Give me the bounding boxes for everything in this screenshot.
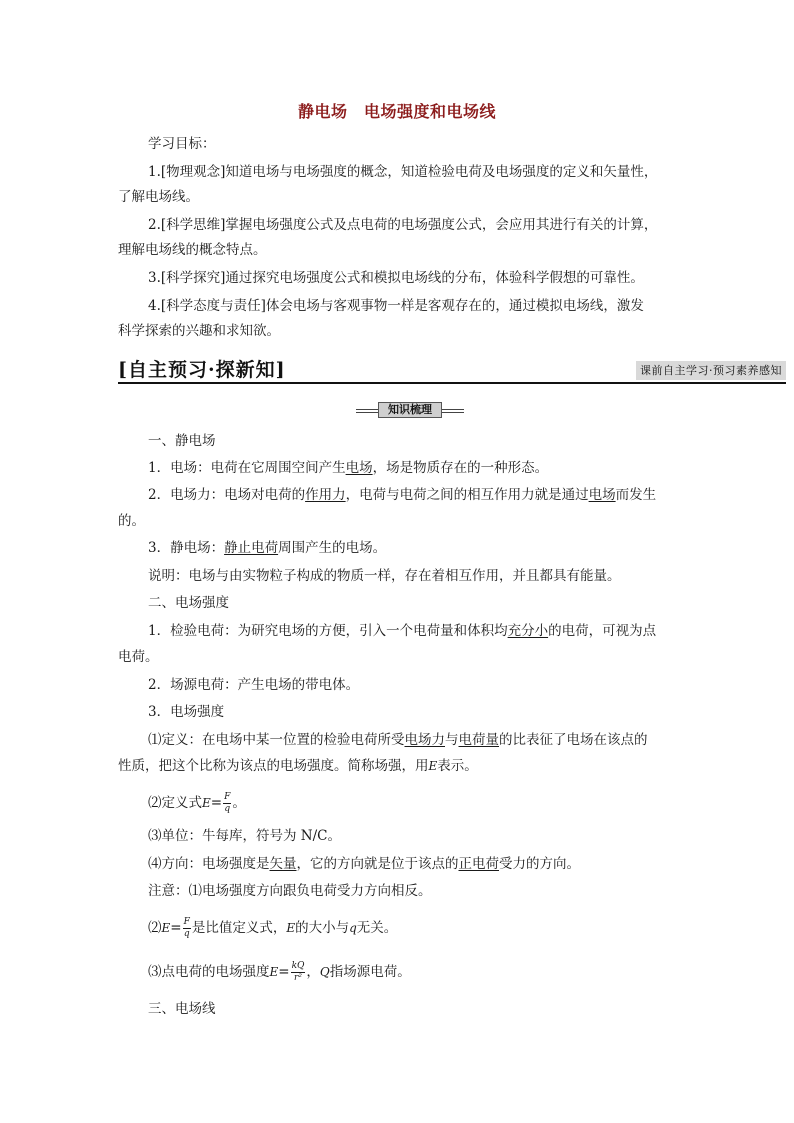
part1-note: 说明：电场与由实物粒子构成的物质一样，存在着相互作用，并且都具有能量。 — [148, 568, 621, 584]
fraction-f-over-q: $\frac{F}{q}$ — [224, 792, 231, 814]
note-3: ⑶点电荷的电场强度E= $\frac{kQ}{\text{r²}}$ ，Q指场源电荷。 — [148, 961, 411, 983]
part1-item2-line2: 的。 — [118, 513, 145, 529]
section-title: [自主预习·探新知] — [118, 359, 286, 381]
section-subtitle-tag: 课前自主学习·预习素养感知 — [636, 361, 786, 380]
blank-answer: 电场 — [345, 460, 373, 476]
objective-2-line1: 2.[科学思维]掌握电场强度公式及点电荷的电场强度公式，会应用其进行有关的计算， — [148, 217, 658, 233]
objective-3: 3.[科学探究]通过探究电场强度公式和模拟电场线的分布，体验科学假想的可靠性。 — [148, 270, 644, 286]
part3-heading: 三、电场线 — [148, 1001, 216, 1017]
objective-2-line2: 理解电场线的概念特点。 — [118, 242, 267, 258]
blank-answer: 正电荷 — [458, 856, 499, 872]
definition-line1: ⑴定义：在电场中某一位置的检验电荷所受电场力与电荷量的比表征了电场在该点的 — [148, 732, 648, 748]
part2-item2: 2．场源电荷：产生电场的带电体。 — [148, 677, 360, 693]
fraction-f-over-q: $\frac{F}{q}$ — [183, 917, 190, 939]
fraction-kq-over-r2: $\frac{kQ}{\text{r²}}$ — [291, 961, 305, 983]
knowledge-badge-label: 知识梳理 — [378, 402, 442, 418]
part2-item1-line2: 电荷。 — [118, 649, 159, 665]
objective-1-line2: 了解电场线。 — [118, 189, 199, 205]
objectives-heading: 学习目标： — [148, 136, 216, 152]
knowledge-badge — [356, 402, 464, 418]
part2-item3: 3．电场强度 — [148, 704, 225, 720]
blank-answer: 静止电荷 — [224, 540, 279, 556]
direction-line: ⑷方向：电场强度是矢量，它的方向就是位于该点的正电荷受力的方向。 — [148, 856, 580, 872]
definition-formula: ⑵定义式E= $\frac{F}{q}$ 。 — [148, 792, 246, 814]
blank-answer: 矢量 — [269, 856, 297, 872]
blank-answer: 充分小 — [507, 623, 549, 639]
blank-answer: 电场 — [588, 487, 616, 503]
page-title: 静电场 电场强度和电场线 — [297, 102, 496, 121]
part1-item2: 2．电场力：电场对电荷的作用力，电荷与电荷之间的相互作用力就是通过电场而发生 — [148, 487, 657, 503]
objective-4-line2: 科学探索的兴趣和求知欲。 — [118, 323, 280, 339]
objective-4-line1: 4.[科学态度与责任]体会电场与客观事物一样是客观存在的，通过模拟电场线，激发 — [148, 298, 644, 314]
objective-1-line1: 1.[物理观念]知道电场与电场强度的概念，知道检验电荷及电场强度的定义和矢量性， — [148, 164, 658, 180]
part1-item3: 3．静电场：静止电荷周围产生的电场。 — [148, 540, 387, 556]
section-header — [118, 355, 786, 383]
part2-heading: 二、电场强度 — [148, 595, 229, 611]
note-2: ⑵E= $\frac{F}{q}$ 是比值定义式，E的大小与q无关。 — [148, 917, 398, 939]
part1-item1: 1．电场：电荷在它周围空间产生电场，场是物质存在的一种形态。 — [148, 460, 549, 476]
note-1: 注意：⑴电场强度方向跟负电荷受力方向相反。 — [148, 883, 432, 899]
part2-item1: 1．检验电荷：为研究电场的方便，引入一个电荷量和体积均充分小的电荷，可视为点 — [148, 623, 657, 639]
definition-line2: 性质，把这个比称为该点的电场强度。简称场强，用E表示。 — [118, 758, 478, 774]
blank-answer: 作用力 — [305, 487, 346, 503]
part1-heading: 一、静电场 — [148, 433, 216, 449]
section-divider — [118, 382, 786, 384]
unit-line: ⑶单位：牛每库，符号为 N/C。 — [148, 828, 341, 844]
blank-answer: 电场力 — [404, 732, 445, 748]
blank-answer: 电荷量 — [458, 732, 499, 748]
